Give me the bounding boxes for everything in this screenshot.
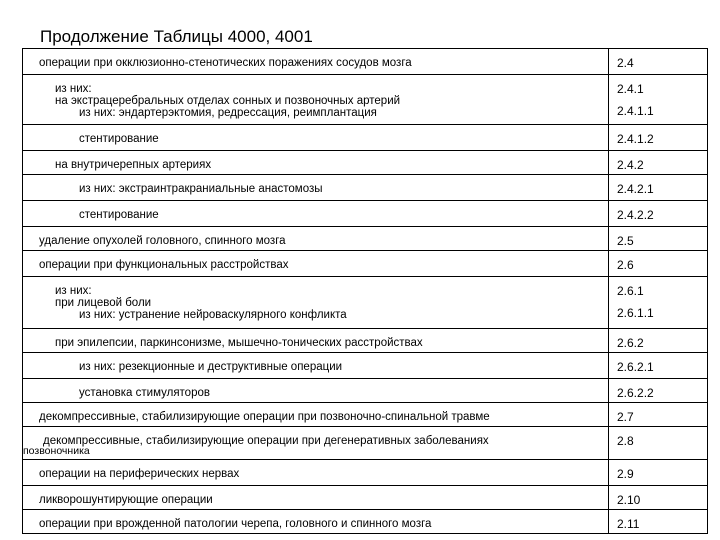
row-code: 2.6 xyxy=(609,251,708,277)
row-code: 2.6.2.1 xyxy=(609,353,708,379)
table-row xyxy=(23,427,708,460)
row-label: операции при окклюзионно-стенотических поражениях сосудов мозга xyxy=(23,49,609,75)
procedures-table xyxy=(22,48,708,534)
table-row xyxy=(23,379,708,403)
row-sublabel: из них: эндартерэктомия, редрессация, реимплантация xyxy=(79,107,377,119)
row-code: 2.4 xyxy=(609,49,708,75)
table-row xyxy=(23,486,708,510)
row-label: стентирование xyxy=(23,125,609,151)
row-label: удаление опухолей головного, спинного мозга xyxy=(23,227,609,251)
row-code: 2.4.1.2 xyxy=(609,125,708,151)
row-code: 2.9 xyxy=(609,460,708,486)
table-row xyxy=(23,277,708,329)
row-label: стентирование xyxy=(23,201,609,227)
row-code: 2.11 xyxy=(609,510,708,534)
table-row xyxy=(23,151,708,175)
page-title: Продолжение Таблицы 4000, 4001 xyxy=(40,27,313,46)
table-row xyxy=(23,510,708,534)
row-label: установка стимуляторов xyxy=(23,379,609,403)
table-row xyxy=(23,353,708,379)
table-row xyxy=(23,403,708,427)
row-label: операции при функциональных расстройствах xyxy=(23,251,609,277)
row-label: при эпилепсии, паркинсонизме, мышечно-тонических расстройствах xyxy=(23,329,609,353)
row-code: 2.6.1 2.6.1.1 xyxy=(609,277,708,329)
table-row xyxy=(23,329,708,353)
table-row xyxy=(23,75,708,125)
table-row xyxy=(23,201,708,227)
row-sublabel: из них: устранение нейроваскулярного конфликта xyxy=(79,309,347,321)
row-code: 2.7 xyxy=(609,403,708,427)
row-label: операции при врожденной патологии черепа, головного и спинного мозга xyxy=(23,510,609,534)
row-code: 2.4.1 2.4.1.1 xyxy=(609,75,708,125)
table-row xyxy=(23,460,708,486)
row-code: 2.8 xyxy=(609,427,708,460)
row-code: 2.5 xyxy=(609,227,708,251)
row-label: из них: экстраинтракраниальные анастомозы xyxy=(23,175,609,201)
row-code: 2.4.2.2 xyxy=(609,201,708,227)
row-code: 2.6.2.2 xyxy=(609,379,708,403)
row-label: из них: при лицевой боли из них: устранение нейроваскулярного конфликта xyxy=(23,277,609,329)
row-label: из них: на экстрацеребральных отделах сонных и позвоночных артерий из них: эндартерэктомия, редрессация, реимплантация xyxy=(23,75,609,125)
row-code: 2.4.2 xyxy=(609,151,708,175)
table-row xyxy=(23,175,708,201)
row-label: декомпрессивные, стабилизирующие операции при позвоночно-спинальной травме xyxy=(23,403,609,427)
row-label: операции на периферических нервах xyxy=(23,460,609,486)
table-row xyxy=(23,49,708,75)
table-row xyxy=(23,125,708,151)
table-row xyxy=(23,251,708,277)
row-label: ликворошунтирующие операции xyxy=(23,486,609,510)
row-code: 2.6.2 xyxy=(609,329,708,353)
row-code: 2.10 xyxy=(609,486,708,510)
row-label: на внутричерепных артериях xyxy=(23,151,609,175)
row-label: декомпрессивные, стабилизирующие операции при дегенеративных заболеваниях позвоночника xyxy=(23,427,609,460)
row-code: 2.4.2.1 xyxy=(609,175,708,201)
row-label: из них: резекционные и деструктивные операции xyxy=(23,353,609,379)
table-row xyxy=(23,227,708,251)
